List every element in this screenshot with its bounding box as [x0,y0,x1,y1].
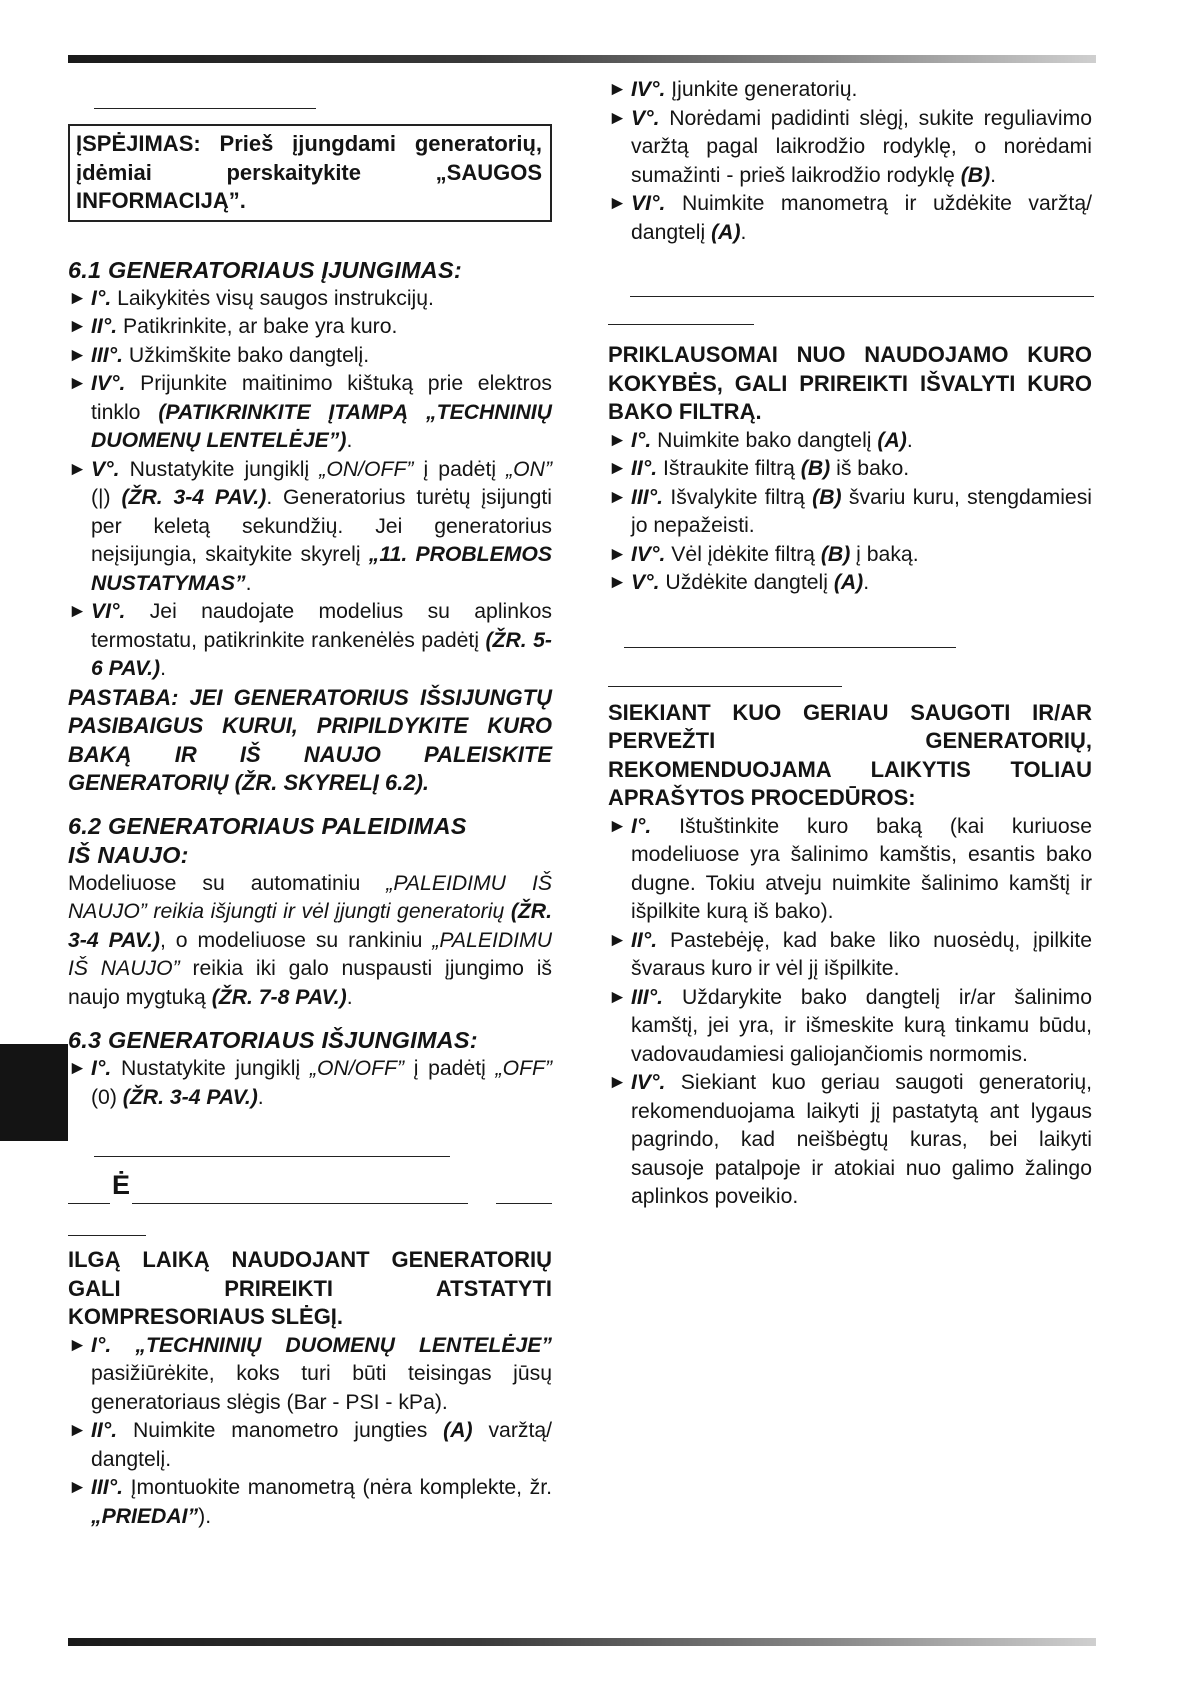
list-item: ► VI°. Jei naudojate modelius su aplinkos termostatu, patikrinkite rankenėlės padėtį (ŽR. 5-6 PAV.). [68,600,552,680]
section-6-1-steps [68,285,552,684]
arrow-right-icon: ► [608,458,627,479]
list-item: ► V°. Norėdami padidinti slėgį, sukite reguliavimo varžtą pagal laikrodžio rodyklę, o norėdami sumažinti - prieš laikrodžio rodyklę (B). [608,106,1092,187]
arrow-right-icon: ► [608,429,627,451]
arrow-right-icon: ► [608,107,627,129]
top-decorative-bar [68,55,1096,63]
missing-heading-rule [630,296,1094,297]
list-item: ► V°. Nustatykite jungiklį „ON/OFF” į padėtį „ON” (|) (ŽR. 3-4 PAV.). Generatorius turėtų įsijungti per keletą sekundžių. Jei generatorius neįsijungia, skaitykite skyrelį „11. PROBLEMOS NUSTATYMAS”. [68,457,553,595]
list-item: ► IV°. Įjunkite generatorių. [608,76,1092,105]
list-item: ► II°. Nuimkite manometro jungties (A) varžtą/ dangtelį. [68,1419,553,1471]
pressure-steps-continued [608,76,1092,247]
arrow-right-icon: ► [608,486,627,508]
list-item: ► II°. Pastebėję, kad bake liko nuosėdų, įpilkite švaraus kuro ir vėl jį išpilkite. [608,928,1092,980]
section-6-2-title: 6.2 GENERATORIAUS PALEIDIMAS IŠ NAUJO: [68,812,467,868]
list-item: ► I°. Ištuštinkite kuro baką (kai kuriuose modeliuose yra šalinimo kamštis, esantis bako dugne. Tokiu atveju nuimkite šalinimo kamštį ir išpilkite kurą iš bako). [608,814,1092,923]
list-item: ► III°. Uždarykite bako dangtelį ir/ar šalinimo kamštį, jei yra, ir išmeskite kurą tinkamu būdu, vadovaudamiesi galiojančiomis normomis. [608,985,1092,1066]
pressure-heading: Ė [68,1165,552,1207]
missing-heading-rule [68,1235,146,1236]
list-item: ► I°. Nustatykite jungiklį „ON/OFF” į padėtį „OFF” (0) (ŽR. 3-4 PAV.). [68,1057,553,1109]
arrow-right-icon: ► [68,316,87,337]
arrow-right-icon: ► [68,458,87,480]
arrow-right-icon: ► [68,1058,87,1079]
storage-steps [608,813,1092,1212]
arrow-right-icon: ► [68,1334,87,1356]
arrow-right-icon: ► [608,929,627,951]
list-item: ► I°. „TECHNINIŲ DUOMENŲ LENTELĖJE” pasižiūrėkite, koks turi būti teisingas jūsų generatoriaus slėgis (Bar - PSI - kPa). [68,1333,553,1414]
list-item: ► IV°. Siekiant kuo geriau saugoti generatorių, rekomenduojama laikyti jį pastatytą ant lygaus pagrindo, kad neišbėgtų kuras, bei laikyti sausoje patalpoje ir atokiai nuo galimo žalingo aplinkos poveikio. [608,1071,1092,1208]
list-item: ► V°. Uždėkite dangtelį (A). [608,569,1092,598]
arrow-right-icon: ► [608,815,627,837]
list-item: ► IV°. Prijunkite maitinimo kištuką prie elektros tinklo (PATIKRINKITE ĮTAMPĄ „TECHNINIŲ DUOMENŲ LENTELĖJE”). [68,372,552,452]
storage-intro: SIEKIANT KUO GERIAU SAUGOTI IR/AR PERVEŽTI GENERATORIŲ, REKOMENDUOJAMA LAIKYTIS TOLIAU APRAŠYTOS PROCEDŪROS: [608,699,1092,810]
arrow-right-icon: ► [608,572,627,593]
right-column [608,76,1092,1212]
arrow-right-icon: ► [68,1420,87,1441]
arrow-right-icon: ► [68,287,87,309]
list-item: ► III°. Įmontuokite manometrą (nėra komplekte, žr. „PRIEDAI”). [68,1476,553,1528]
list-item: ► III°. Išvalykite filtrą (B) švariu kuru, stengdamiesi jo nepažeisti. [608,485,1093,537]
list-item: ► I°. Laikykitės visų saugos instrukcijų. [68,285,552,314]
list-item: ► IV°. Vėl įdėkite filtrą (B) į baką. [608,541,1092,570]
left-column [68,76,552,1531]
section-6-1-note: PASTABA: JEI GENERATORIUS IŠSIJUNGTŲ PASIBAIGUS KURUI, PRIPILDYKITE KURO BAKĄ IR IŠ NAUJO PALEISKITE GENERATORIŲ (ŽR. SKYRELĮ 6.2). [68,684,552,795]
arrow-right-icon: ► [68,373,87,394]
arrow-right-icon: ► [68,344,87,366]
section-6-2-body: Modeliuose su automatiniu „PALEIDIMU IŠ NAUJO” reikia išjungti ir vėl įjungti generatorių (ŽR. 3-4 PAV.), o modeliuose su rankiniu „PALEIDIMU IŠ NAUJO” reikia iki galo nuspausti įjungimo iš naujo mygtuką (ŽR. 7-8 PAV.). [68,871,553,1009]
missing-heading-rule [94,1156,450,1157]
list-item: ► II°. Ištraukite filtrą (B) iš bako. [608,455,1092,484]
arrow-right-icon: ► [608,193,627,214]
arrow-right-icon: ► [608,543,627,565]
arrow-right-icon: ► [68,601,87,622]
bottom-decorative-bar [68,1638,1096,1646]
section-6-3-title: 6.3 GENERATORIAUS IŠJUNGIMAS: [68,1027,478,1053]
list-item: ► I°. Nuimkite bako dangtelį (A). [608,427,1092,456]
pressure-intro: ILGĄ LAIKĄ NAUDOJANT GENERATORIŲ GALI PRIREIKTI ATSTATYTI KOMPRESORIAUS SLĖGĮ. [68,1247,552,1329]
list-item: ► VI°. Nuimkite manometrą ir uždėkite varžtą/ dangtelį (A). [608,192,1092,244]
arrow-right-icon: ► [608,986,627,1008]
section-6-3-steps [68,1055,552,1112]
pressure-steps [68,1332,552,1532]
arrow-right-icon: ► [608,79,627,100]
missing-heading-rule [608,686,842,687]
warning-box: ĮSPĖJIMAS: Prieš įjungdami generatorių, įdėmiai perskaitykite „SAUGOS INFORMACIJĄ”. [68,124,552,222]
filter-steps [608,427,1092,598]
missing-heading-rule [624,647,956,648]
missing-heading-rule [608,324,754,325]
missing-heading-rule [94,108,316,109]
list-item: ► II°. Patikrinkite, ar bake yra kuro. [68,313,552,342]
section-6-1-title: 6.1 GENERATORIAUS ĮJUNGIMAS: [68,256,462,283]
arrow-right-icon: ► [608,1072,627,1093]
chapter-side-tab [0,1044,68,1141]
filter-intro: PRIKLAUSOMAI NUO NAUDOJAMO KURO KOKYBĖS, GALI PRIREIKTI IŠVALYTI KURO BAKO FILTRĄ. [608,342,1092,424]
list-item: ► III°. Užkimškite bako dangtelį. [68,342,552,371]
arrow-right-icon: ► [68,1477,87,1498]
